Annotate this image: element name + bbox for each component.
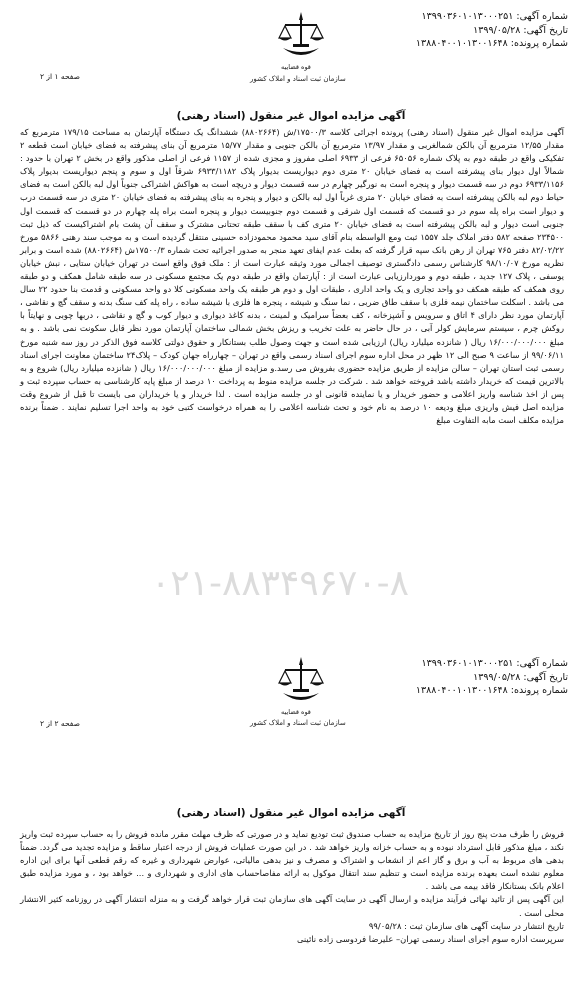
ad1-meta	[416, 10, 568, 51]
ad2-judiciary-emblem	[275, 655, 327, 707]
ad1-notice-number: شماره آگهی: ۱۳۹۹۰۳۶۰۱۰۱۳۰۰۰۲۵۱	[421, 11, 568, 22]
ad1-case-number: شماره پرونده: ۱۳۸۸۰۴۰۰۱۰۱۳۰۰۱۶۴۸	[415, 38, 568, 49]
ad1-title: آگهی مزایده اموال غیر منقول (اسناد رهنی)	[176, 110, 406, 122]
ad2-title: آگهی مزایده اموال غیر منقول (اسناد رهنی)	[176, 807, 406, 819]
ad1-judiciary-emblem	[275, 10, 327, 62]
judiciary-emblem-icon	[275, 655, 327, 707]
ad2-case-number: شماره پرونده: ۱۳۸۸۰۴۰۰۱۰۱۳۰۰۱۶۴۸	[415, 685, 568, 696]
ad2-meta	[416, 657, 568, 698]
ad1-org-name: سازمان ثبت اسناد و املاک کشور	[250, 75, 346, 83]
ad2-body	[20, 828, 564, 946]
judiciary-emblem-icon	[275, 10, 327, 62]
ad2-org-top: قوه قضاییه	[281, 708, 311, 716]
ad1-page-label: صفحه ۱ از ۲	[40, 72, 80, 81]
ad1-notice-date: تاریخ آگهی: ۱۳۹۹/۰۵/۲۸	[473, 24, 568, 36]
ad2-org-name: سازمان ثبت اسناد و املاک کشور	[250, 719, 346, 727]
ad1-body	[20, 126, 564, 427]
ad2-publish-note: این آگهی پس از تائید نهائی فرآیند مزایده و ارسال آگهی در سایت آگهی های سازمان ثبت قرار خواهد گرفت و به منزله انتشار آگهی در روزنامه کثیر الانتشار محلی است .	[20, 894, 564, 918]
phone-watermark: ۰۲۱-۸۸۳۴۹۶۷۰-۸	[150, 563, 409, 604]
ad2-body-text: فروش را ظرف مدت پنج روز از تاریخ مزایده به حساب صندوق ثبت تودیع نماید و در صورتی که ظرف مهلت مقرر مانده فروش را به حساب سپرده ثبت واریز نکند ، مبلغ مذکور قابل استرداد نبوده و به حساب خزانه واریز خواهد شد . در این صورت عملیات فروش از درجه اعتبار ساقط و مزایده تجدید می گردد. ضمناً بدهی های مربوط به آب و برق و گاز اعم از انشعاب و اشتراک و مصرف و نیز بدهی مالیاتی، عوارض شهرداری و غیره که رقم قطعی آنها برای این اداره معلوم نشده است بعهده برنده مزایده است و تنظیم سند انتقال موکول به ارائه مفاصاحساب های اداری و شهرداری و ... خواهد بود ، و مورد مزایده طبق اعلام بانک بستانکار فاقد بیمه می باشد .	[20, 829, 564, 892]
ad2-publish-date: تاریخ انتشار در سایت آگهی های سازمان ثبت : ۹۹/۰۵/۲۸	[368, 920, 564, 931]
ad2-page-label: صفحه ۲ از ۲	[40, 719, 80, 728]
ad1-body-text: آگهی مزایده اموال غیر منقول (اسناد رهنی) پرونده اجرائی کلاسه ۱۷۵۰۰/۳/ش (۸۸۰۲۶۶۴) ششدانگ یک دستگاه آپارتمان به مساحت ۱۷۹/۱۵ مترمربع که مقدار ۱۲/۵۵ مترمربع آن بالکن شمالغربی و مقدار ۱۳/۹۷ مترمربع آن بالکن جنوبی و مقدار ۱۵/۷۷ مترمربع آن بنای پیشرفته به فضای خیابان است قطعه ۲ تفکیکی واقع در طبقه دوم به پلاک شماره ۶۵۰۵۶ فرعی از ۶۹۳۳ اصلی مفروز و مجزی شده از ۱۱۵۷ فرعی از اصلی مذکور واقع در بخش ۲ تهران با حدود : شمالاً اول دیوار بنای پیشرفته است به فضای خیابان ۲۰ متری دوم دیواریست بدیوار پلاک ۶۹۳۳/۱۱۸۲ شرقاً اول و سوم و پنجم دیواریست بدیوار پلاک ۶۹۳۳/۱۱۵۶ دوم در سه قسمت دیوار و پنجره است به نورگیر چهارم در سه قسمت دیوار و دریچه است به هواکش اشتراکی جنوباً اول لبه بالکن است به فضای حیاط دوم لبه بالکن پیشرفته است به فضای خیابان ۲۰ متری غرباً اول لبه بالکن و دیوار و پنجره به بنای پیشرفته به فضای خیابان ۲۰ متری در سه قسمت درب و دیوار است براه پله سوم در دو قسمت که قسمت اول شرقی و قسمت دوم جنوبیست دیوار و پنجره است براه پله چهارم در دو قسمت که قسمت اول جنوبی است دیوار و لبه بالکن پیشرفته است به فضای خیابان ۲۰ متری کف با سقف طبقه تحتانی مشترک و سقف آن پشت بام اشتراکیست که ذیل ثبت ۲۳۴۵۰۰ صفحه ۵۸۲ دفتر املاک جلد ۱۵۵۷ ثبت ومع الواسطه بنام آقای سید محمود محمودزاده حسینی منتقل گردیده است و به موجب سند رهنی ۵۸۶۶ مورخ ۸۲/۰۲/۲۲ دفتر ۷۶۵ تهران از رهن بانک سپه قرار گرفته که بعلت عدم ایفای تعهد منجر به صدور اجرائیه تحت شماره ۱۷۵۰۰/۳ش (۸۸۰۲۶۶۴) شده است و برابر نظریه مورخ ۹۸/۱۰/۰۷ کارشناس رسمی دادگستری توصیف اجمالی مورد وثیقه عبارت است از : ملک فوق واقع است در تهران خیابان ستایی ، نبش خیابان یوسفی ، پلاک ۱۲۷ جدید ، طبقه دوم و موردارزیابی عبارت است از : آپارتمان واقع در طبقه دوم یک مجتمع مسکونی در سه طبقه شامل همکف و دو طبقه روی همکف که طبقه همکف دو واحد تجاری و یک واحد اداری ، طبقات اول و دوم هر طبقه یک واحد مسکونی کلا دو واحد مسکونی و قدمت بنا حدود ۲۲ سال می باشد . اسکلت ساختمان نیمه فلزی با سقف طاق ضربی ، نما سنگ و شیشه ، پنجره ها فلزی با شیشه ساده ، راه پله کف سنگ بدنه و سقف گچ و نقاشی ، آپارتمان مورد نظر دارای ۴ اتاق و سرویس و آشپزخانه ، کف بعضاً سرامیک و لمینت ، بدنه کاغذ دیواری و دیوار کوب و گچ و نقاشی ، دربها چوبی و نهایتاً با روکش چرم ، سیستم سرمایش کولر آبی ، در حال حاضر به علت تخریب و ریزش بخش شمالی ساختمان آپارتمان مورد نظر قابل سکونت نمی باشد . و به مبلغ ۱۶/۰۰۰/۰۰۰/۰۰۰ ریال ( شانزده میلیارد ریال) ارزیابی شده است و جهت وصول طلب بستانکار و حقوق دولتی کلاسه فوق الذکر در روز سه شنبه مورخ ۹۹/۰۶/۱۱ از ساعت ۹ صبح الی ۱۲ ظهر در محل اداره سوم اجرای اسناد رسمی واقع در تهران – چهارراه جهان کودک – پلاک۲۴ ساختمان معاونت اجرای اسناد رسمی ثبت استان تهران – سالن مزایده از طریق مزایده حضوری بفروش می رسد.و مزایده از مبلغ ۱۶/۰۰۰/۰۰۰/۰۰۰ ریال ( شانزده میلیارد ریال) شروع و به بالاترین قیمت که خریدار داشته باشد فروخته خواهد شد . شرکت در جلسه مزایده منوط به پرداخت ۱۰ درصد از مبلغ پایه کارشناسی به حساب سپرده ثبت و پس از اخذ شناسه واریز اعلامی و حضور خریدار و یا نماینده قانونی او در جلسه مزایده است . لذا خریدار و یا خریداران می بایست تا قبل از شروع وقت مزایده اصل فیش واریزی مبلغ ودیعه ۱۰ درصد به نام خود و تحت شناسه اعلامی را به همراه درخواست کتبی خود به واحد اجرا تسلیم نمایند . ضمناً برنده مزایده مکلف است مابه التفاوت مبلغ	[20, 127, 565, 426]
ad1-org-top: قوه قضاییه	[281, 63, 311, 71]
ad2-signature: سرپرست اداره سوم اجرای اسناد رسمی تهران– علیرضا فردوسی زاده نائینی	[296, 933, 564, 944]
ad2-notice-number: شماره آگهی: ۱۳۹۹۰۳۶۰۱۰۱۳۰۰۰۲۵۱	[421, 658, 568, 669]
ad2-notice-date: تاریخ آگهی: ۱۳۹۹/۰۵/۲۸	[473, 671, 568, 683]
